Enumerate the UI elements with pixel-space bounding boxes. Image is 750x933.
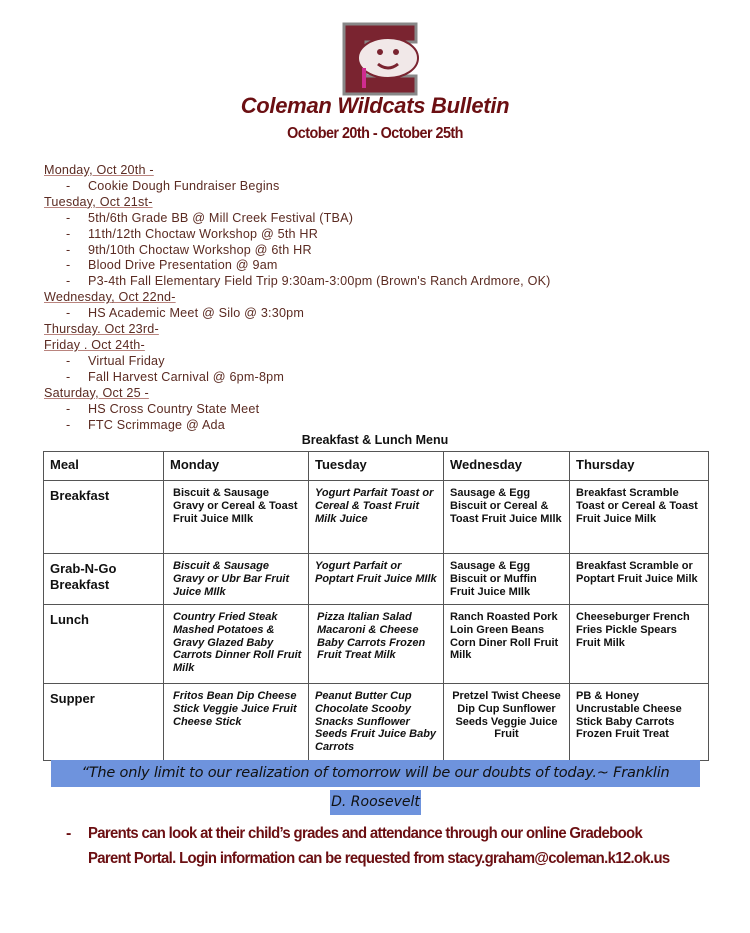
menu-cell: Yogurt Parfait Toast or Cereal & Toast Fruit Milk Juice	[309, 481, 444, 554]
header-tuesday: Tuesday	[309, 452, 444, 481]
menu-cell: Yogurt Parfait or Poptart Fruit Juice MIlk	[309, 554, 444, 605]
event-day-heading: Saturday, Oct 25 -	[44, 385, 149, 400]
event-item-text: Fall Harvest Carnival @ 6pm-8pm	[88, 369, 285, 384]
menu-cell: Fritos Bean Dip Cheese Stick Veggie Juice Fruit Cheese Stick	[164, 684, 309, 761]
event-item	[44, 402, 551, 418]
events-list	[44, 163, 551, 433]
event-item	[44, 179, 551, 195]
quote-line-1: “The only limit to our realization of tomorrow will be our doubts of today.~ Franklin	[51, 760, 700, 787]
event-item-text: 9th/10th Choctaw Workshop @ 6th HR	[88, 242, 312, 257]
event-item	[44, 354, 551, 370]
gradebook-note	[66, 822, 726, 871]
menu-cell: Peanut Butter Cup Chocolate Scooby Snacks Sunflower Seeds Fruit Juice Baby Carrots	[309, 684, 444, 761]
menu-cell: Biscuit & Sausage Gravy or Ubr Bar Fruit Juice MIlk	[164, 554, 309, 605]
menu-cell: Pretzel Twist Cheese Dip Cup Sunflower Seeds Veggie Juice Fruit	[444, 684, 570, 761]
menu-cell: PB & Honey Uncrustable Cheese Stick Baby Carrots Frozen Fruit Treat	[570, 684, 709, 761]
bulletin-title: Coleman Wildcats Bulletin	[240, 93, 510, 118]
menu-row-breakfast	[44, 481, 709, 554]
event-item	[44, 258, 551, 274]
menu-table	[43, 451, 709, 761]
event-item	[44, 370, 551, 386]
menu-row-supper	[44, 684, 709, 761]
menu-cell: Country Fried Steak Mashed Potatoes & Gravy Glazed Baby Carrots Dinner Roll Fruit Milk	[164, 605, 309, 684]
event-item	[44, 306, 551, 322]
menu-title: Breakfast & Lunch Menu	[301, 433, 449, 447]
wildcats-logo	[336, 20, 422, 98]
event-day-heading: Monday, Oct 20th -	[44, 163, 154, 177]
meal-label: Lunch	[44, 605, 164, 684]
event-day-heading: Thursday. Oct 23rd-	[44, 322, 159, 337]
menu-cell: Sausage & Egg Biscuit or Cereal & Toast Fruit Juice MIlk	[444, 481, 570, 554]
event-day-heading: Tuesday, Oct 21st-	[44, 194, 153, 209]
event-item-text: 11th/12th Choctaw Workshop @ 5th HR	[88, 226, 319, 241]
menu-cell: Biscuit & Sausage Gravy or Cereal & Toast Fruit Juice MIlk	[164, 481, 309, 554]
menu-row-grab-n-go	[44, 554, 709, 605]
header-monday: Monday	[164, 452, 309, 481]
event-item-text: 5th/6th Grade BB @ Mill Creek Festival (TBA)	[88, 210, 354, 225]
meal-label: Breakfast	[44, 481, 164, 554]
event-item-text: Blood Drive Presentation @ 9am	[88, 258, 278, 273]
event-item-text: P3-4th Fall Elementary Field Trip 9:30am-3:00pm (Brown's Ranch Ardmore, OK)	[88, 274, 551, 289]
menu-row-lunch	[44, 605, 709, 684]
event-item	[44, 243, 551, 259]
menu-cell: Cheeseburger French Fries Pickle Spears Fruit Milk	[570, 605, 709, 684]
menu-cell: Pizza Italian Salad Macaroni & Cheese Baby Carrots Frozen Fruit Treat Milk	[309, 605, 444, 684]
menu-header-row	[44, 452, 709, 481]
menu-cell: Breakfast Scramble or Poptart Fruit Juice Milk	[570, 554, 709, 605]
event-item-text: Cookie Dough Fundraiser Begins	[88, 178, 280, 193]
event-item	[44, 418, 551, 434]
quote-line-2: D. Roosevelt	[330, 790, 421, 815]
event-item	[44, 211, 551, 227]
header-wednesday: Wednesday	[444, 452, 570, 481]
meal-label: Grab-N-Go Breakfast	[44, 554, 164, 605]
menu-cell: Breakfast Scramble Toast or Cereal & Toast Fruit Juice Milk	[570, 481, 709, 554]
bullet-dash: -	[66, 825, 71, 842]
header-thursday: Thursday	[570, 452, 709, 481]
menu-cell: Sausage & Egg Biscuit or Muffin Fruit Juice MIlk	[444, 554, 570, 605]
note-text: Parents can look at their child’s grades and attendance through our online Gradebook Parent Portal. Login information can be requested from stacy.graham@coleman.k12.ok.us	[88, 825, 670, 867]
event-day-heading: Wednesday, Oct 22nd-	[44, 290, 176, 305]
event-item-text: HS Academic Meet @ Silo @ 3:30pm	[88, 306, 305, 321]
header-meal: Meal	[44, 452, 164, 481]
meal-label: Supper	[44, 684, 164, 761]
event-item-text: FTC Scrimmage @ Ada	[88, 417, 225, 432]
bulletin-dates: October 20th - October 25th	[287, 125, 463, 142]
event-item	[44, 227, 551, 243]
event-item	[44, 274, 551, 290]
menu-cell: Ranch Roasted Pork Loin Green Beans Corn Diner Roll Fruit Milk	[444, 605, 570, 684]
event-day-heading: Friday . Oct 24th-	[44, 337, 145, 352]
event-item-text: HS Cross Country State Meet	[88, 401, 260, 416]
event-item-text: Virtual Friday	[88, 353, 165, 368]
